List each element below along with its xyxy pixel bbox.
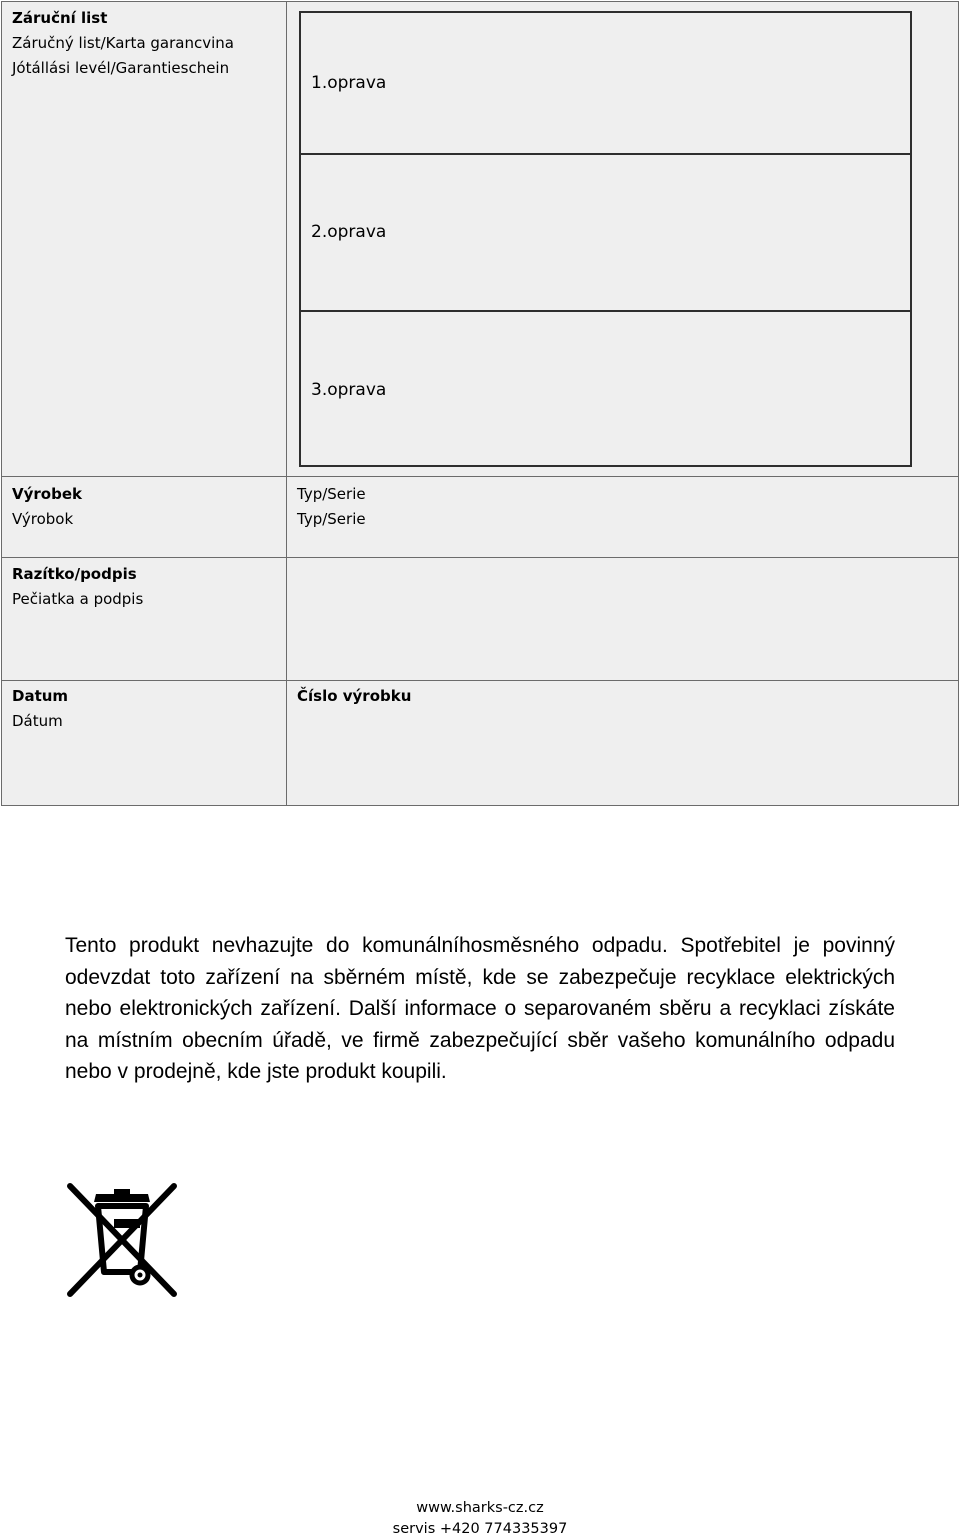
date-label-sk: Dátum bbox=[12, 712, 63, 730]
stamp-label-cell bbox=[1, 557, 287, 681]
stamp-label-cz: Razítko/podpis bbox=[12, 565, 137, 583]
stamp-label-sk: Pečiatka a podpis bbox=[12, 590, 144, 608]
repair-2-label: 2.oprava bbox=[311, 222, 387, 242]
repair-slot-1[interactable] bbox=[301, 13, 910, 155]
serial-number-field[interactable] bbox=[286, 680, 959, 806]
repair-3-label: 3.oprava bbox=[311, 380, 387, 400]
product-type-field[interactable] bbox=[286, 476, 959, 558]
product-label-cell bbox=[1, 476, 287, 558]
type-serie-label-1: Typ/Serie bbox=[297, 485, 366, 503]
serial-number-label: Číslo výrobku bbox=[297, 687, 412, 705]
repair-slot-2[interactable] bbox=[301, 153, 910, 312]
warranty-title-cell bbox=[1, 1, 287, 477]
crossed-out-wheelie-bin-icon bbox=[62, 1180, 182, 1300]
product-label-cz: Výrobek bbox=[12, 485, 82, 503]
repairs-box bbox=[299, 11, 912, 467]
recycling-notice: Tento produkt nevhazujte do komunálníhosměsného odpadu. Spotřebitel je povinný odevzdat toto zařízení na sběrném místě, kde se zabezpečuje recyklace elektrických nebo elektronických zařízení. Další informace o separovaném sběru a recyklaci získáte na místním obecním úřadě, ve firmě zabezpečující sběr vašeho komunálního odpadu nebo v prodejně, kde jste produkt koupili. bbox=[65, 934, 895, 1084]
product-label-sk: Výrobok bbox=[12, 510, 74, 528]
footer-website: www.sharks-cz.cz bbox=[416, 1500, 544, 1516]
warranty-title: Záruční list bbox=[12, 9, 108, 27]
date-field[interactable] bbox=[1, 680, 287, 806]
repair-1-label: 1.oprava bbox=[311, 73, 387, 93]
type-serie-label-2: Typ/Serie bbox=[297, 510, 366, 528]
warranty-subtitle-sk: Záručný list/Karta garancvina bbox=[12, 34, 234, 52]
repair-slot-3[interactable] bbox=[301, 310, 910, 465]
stamp-field[interactable] bbox=[286, 557, 959, 681]
date-label-cz: Datum bbox=[12, 687, 69, 705]
warranty-subtitle-hu-de: Jótállási levél/Garantieschein bbox=[12, 59, 230, 77]
footer-service-phone: servis +420 774335397 bbox=[392, 1521, 568, 1537]
